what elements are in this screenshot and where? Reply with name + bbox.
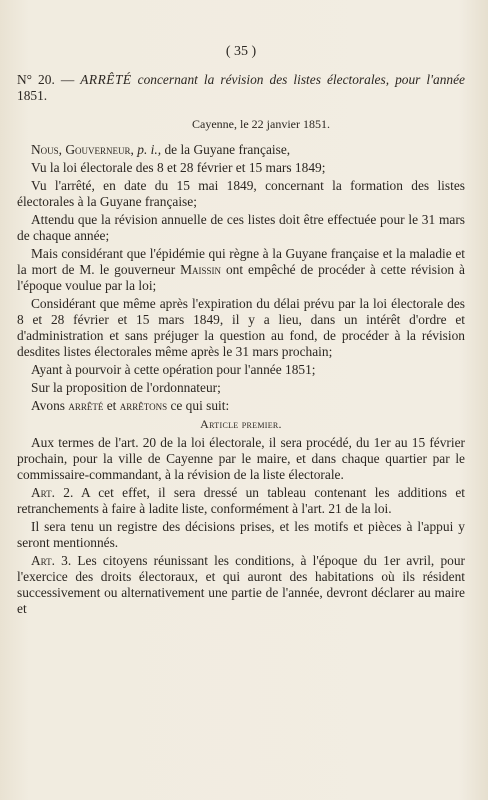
article-3-label: Art. 3. [31,553,72,568]
paragraph-ayant: Ayant à pourvoir à cette opération pour l'année 1851; [31,362,316,377]
paragraph-sur-proposition: Sur la proposition de l'ordonnateur; [31,380,221,395]
decree-word: ARRÊTÉ [80,72,132,87]
page-number: ( 35 ) [225,44,257,59]
arrete-text: arrêté [68,398,104,413]
avons-text: Avons [31,398,65,413]
paragraph-article-2 [17,485,465,517]
arretons-text: arrêtons [119,398,168,413]
ce-qui-suit-text: ce qui suit: [170,398,230,413]
article-3-text: Les citoyens réunissant les conditions, à l'époque du 1er avril, pour l'exercice des droits électoraux, et qui auront des habitations où ils résident successivement ou alternativement une partie de l'année, devront déclarer au maire et [17,553,465,616]
paragraph-article-1: Aux termes de l'art. 20 de la loi électorale, il sera procédé, du 1er au 15 février prochain, pour la ville de Cayenne par le maire, et dans chaque quartier par le commissaire-commandant, à la révision de la liste électorale. [17,435,465,482]
paragraph-vu-loi: Vu la loi électorale des 8 et 28 février et 15 mars 1849; [31,160,326,175]
paragraph-registre: Il sera tenu un registre des décisions prises, et les motifs et pièces à l'appui y seront mentionnés. [17,519,465,550]
maissin-text: Maissin [180,262,222,277]
guyane-text: de la Guyane française, [164,142,291,157]
article-2-text: A cet effet, il sera dressé un tableau contenant les additions et retranchements à faire à ladite liste, conformément à l'art. 21 de la loi. [17,485,466,516]
article-2-label: Art. 2. [31,485,74,500]
gouverneur-text: Gouverneur, [65,142,134,157]
nous-text: Nous, [31,142,63,157]
article-premier-heading: Article premier. [200,417,282,431]
paragraph-article-3 [17,553,465,617]
preamble-nous [17,142,465,158]
decree-number: N° 20. — [17,72,75,87]
pi-text: p. i., [137,142,162,157]
mais-text-end: ont empêché de procéder à cette révision à l'époque voulue par la loi; [17,262,465,293]
decree-year: 1851. [17,88,48,103]
page-content [17,44,465,619]
paragraph-considerant: Considérant que même après l'expiration du délai prévu par la loi électorale des 8 et 28 février et 15 mars 1849, il y a lieu, dans un intérêt d'ordre et d'administration et sans préjuger la question au fond, de procéder à la révision desdites listes électorales même après le 31 mars prochain; [17,296,465,359]
decree-title [17,72,465,104]
paragraph-attendu: Attendu que la révision annuelle de ces listes doit être effectuée pour le 31 mars de chaque année; [17,212,465,243]
decree-subject: concernant la révision des listes électorales, pour l'année [137,72,465,87]
paragraph-vu-arrete: Vu l'arrêté, en date du 15 mai 1849, concernant la formation des listes électorales à la Guyane française; [17,178,465,209]
dateline: Cayenne, le 22 janvier 1851. [192,117,330,131]
paragraph-mais-considerant [17,246,465,294]
et-text: et [106,398,117,413]
mais-text: Mais considérant que l'épidémie qui règne à la Guyane française et la maladie et la mort de M. le gouverneur [17,246,465,277]
paragraph-avons-arrete [17,398,465,414]
